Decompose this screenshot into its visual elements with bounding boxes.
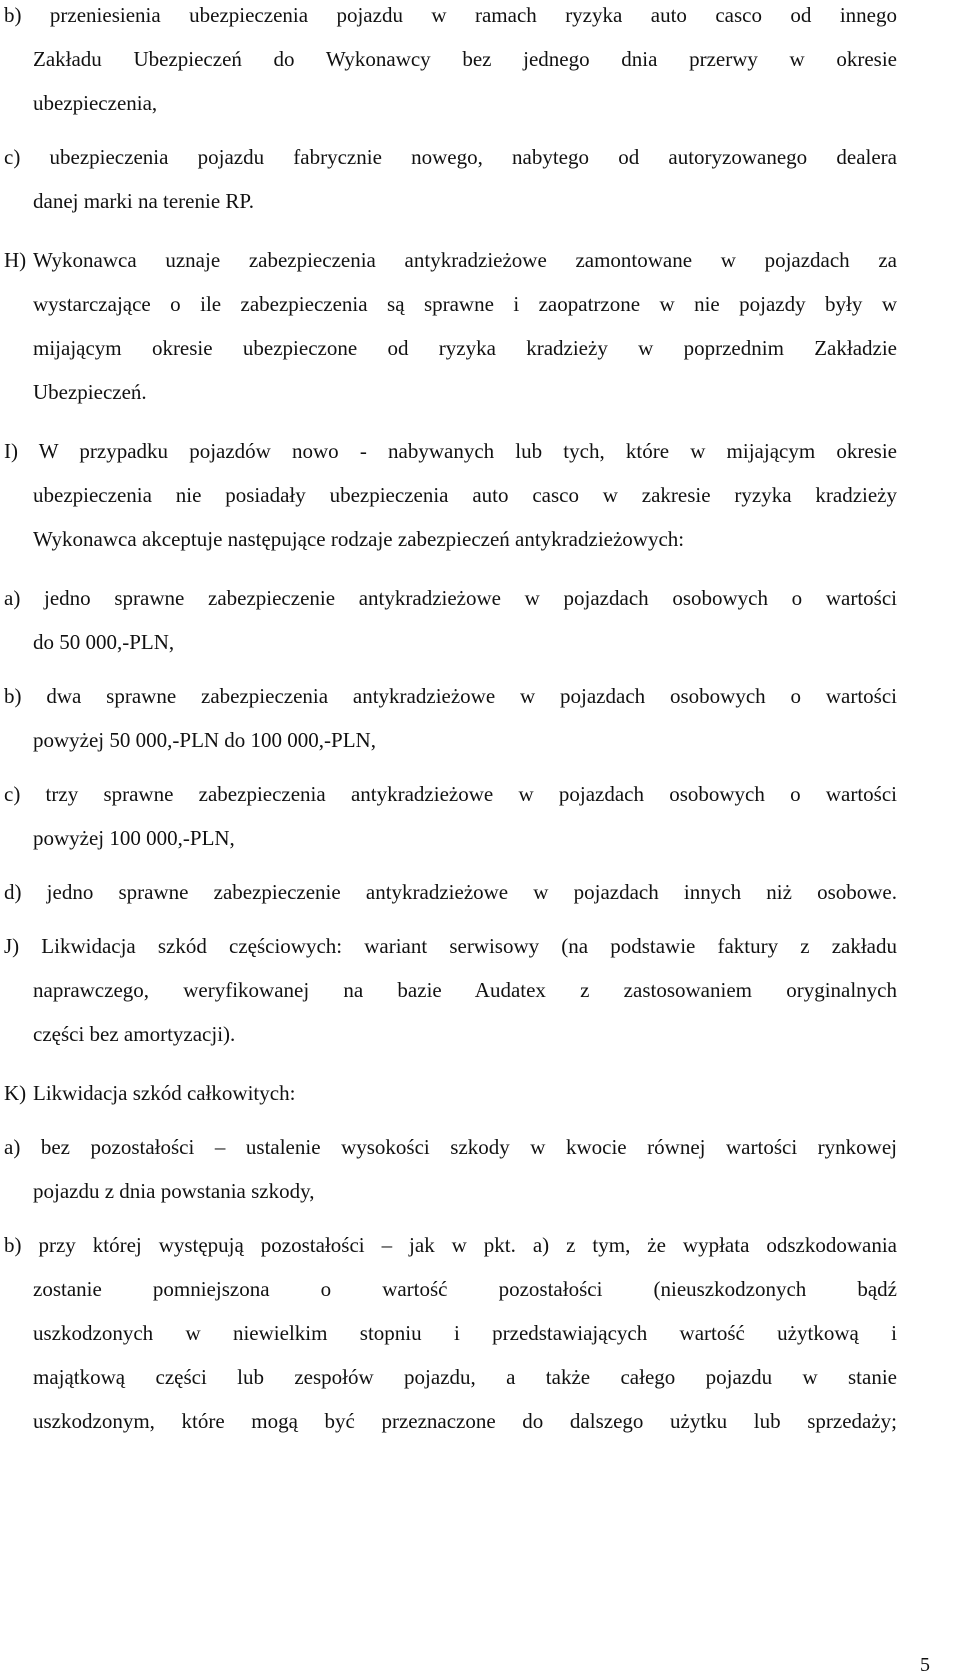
text-line: uszkodzonym, które mogą być przeznaczone do dalszego użytku lub sprzedaży; — [33, 1409, 897, 1433]
text-line: zostanie pomniejszona o wartość pozostałości (nieuszkodzonych bądź — [33, 1277, 897, 1301]
text-line: c) trzy sprawne zabezpieczenia antykradzieżowe w pojazdach osobowych o wartości — [4, 782, 897, 806]
text-line: do 50 000,-PLN, — [33, 630, 175, 654]
section-marker: H) — [4, 248, 27, 272]
text-line: powyżej 100 000,-PLN, — [33, 826, 235, 850]
section-marker: K) — [4, 1081, 27, 1105]
text-line: I) W przypadku pojazdów nowo - nabywanych lub tych, które w mijającym okresie — [4, 439, 897, 463]
text-line: c) ubezpieczenia pojazdu fabrycznie nowego, nabytego od autoryzowanego dealera — [4, 145, 897, 169]
text-line: uszkodzonych w niewielkim stopniu i przedstawiających wartość użytkową i — [33, 1321, 897, 1345]
text-line: naprawczego, weryfikowanej na bazie Audatex z zastosowaniem oryginalnych — [33, 978, 897, 1002]
text-line: b) dwa sprawne zabezpieczenia antykradzieżowe w pojazdach osobowych o wartości — [4, 684, 897, 708]
text-line: b) przeniesienia ubezpieczenia pojazdu w ramach ryzyka auto casco od innego — [4, 3, 897, 27]
text-line: d) jedno sprawne zabezpieczenie antykradzieżowe w pojazdach innych niż osobowe. — [4, 880, 897, 904]
text-line: a) bez pozostałości – ustalenie wysokości szkody w kwocie równej wartości rynkowej — [4, 1135, 897, 1159]
text-line: danej marki na terenie RP. — [33, 189, 255, 213]
text-line: a) jedno sprawne zabezpieczenie antykradzieżowe w pojazdach osobowych o wartości — [4, 586, 897, 610]
text-line: J) Likwidacja szkód częściowych: wariant serwisowy (na podstawie faktury z zakładu — [4, 934, 897, 958]
page-number: 5 — [920, 1654, 930, 1676]
text-line: Wykonawca uznaje zabezpieczenia antykradzieżowe zamontowane w pojazdach za — [33, 248, 897, 272]
text-line: Zakładu Ubezpieczeń do Wykonawcy bez jednego dnia przerwy w okresie — [33, 47, 897, 71]
text-line: Ubezpieczeń. — [33, 380, 147, 404]
text-line: mijającym okresie ubezpieczone od ryzyka kradzieży w poprzednim Zakładzie — [33, 336, 897, 360]
text-line: powyżej 50 000,-PLN do 100 000,-PLN, — [33, 728, 376, 752]
text-line: Wykonawca akceptuje następujące rodzaje zabezpieczeń antykradzieżowych: — [33, 527, 685, 551]
text-line: części bez amortyzacji). — [33, 1022, 236, 1046]
text-line: pojazdu z dnia powstania szkody, — [33, 1179, 315, 1203]
text-line: ubezpieczenia, — [33, 91, 158, 115]
text-line: wystarczające o ile zabezpieczenia są sprawne i zaopatrzone w nie pojazdy były w — [33, 292, 897, 316]
text-line: majątkową części lub zespołów pojazdu, a także całego pojazdu w stanie — [33, 1365, 897, 1389]
text-line: Likwidacja szkód całkowitych: — [33, 1081, 296, 1105]
text-line: b) przy której występują pozostałości – jak w pkt. a) z tym, że wypłata odszkodowania — [4, 1233, 897, 1257]
text-line: ubezpieczenia nie posiadały ubezpieczenia auto casco w zakresie ryzyka kradzieży — [33, 483, 897, 507]
